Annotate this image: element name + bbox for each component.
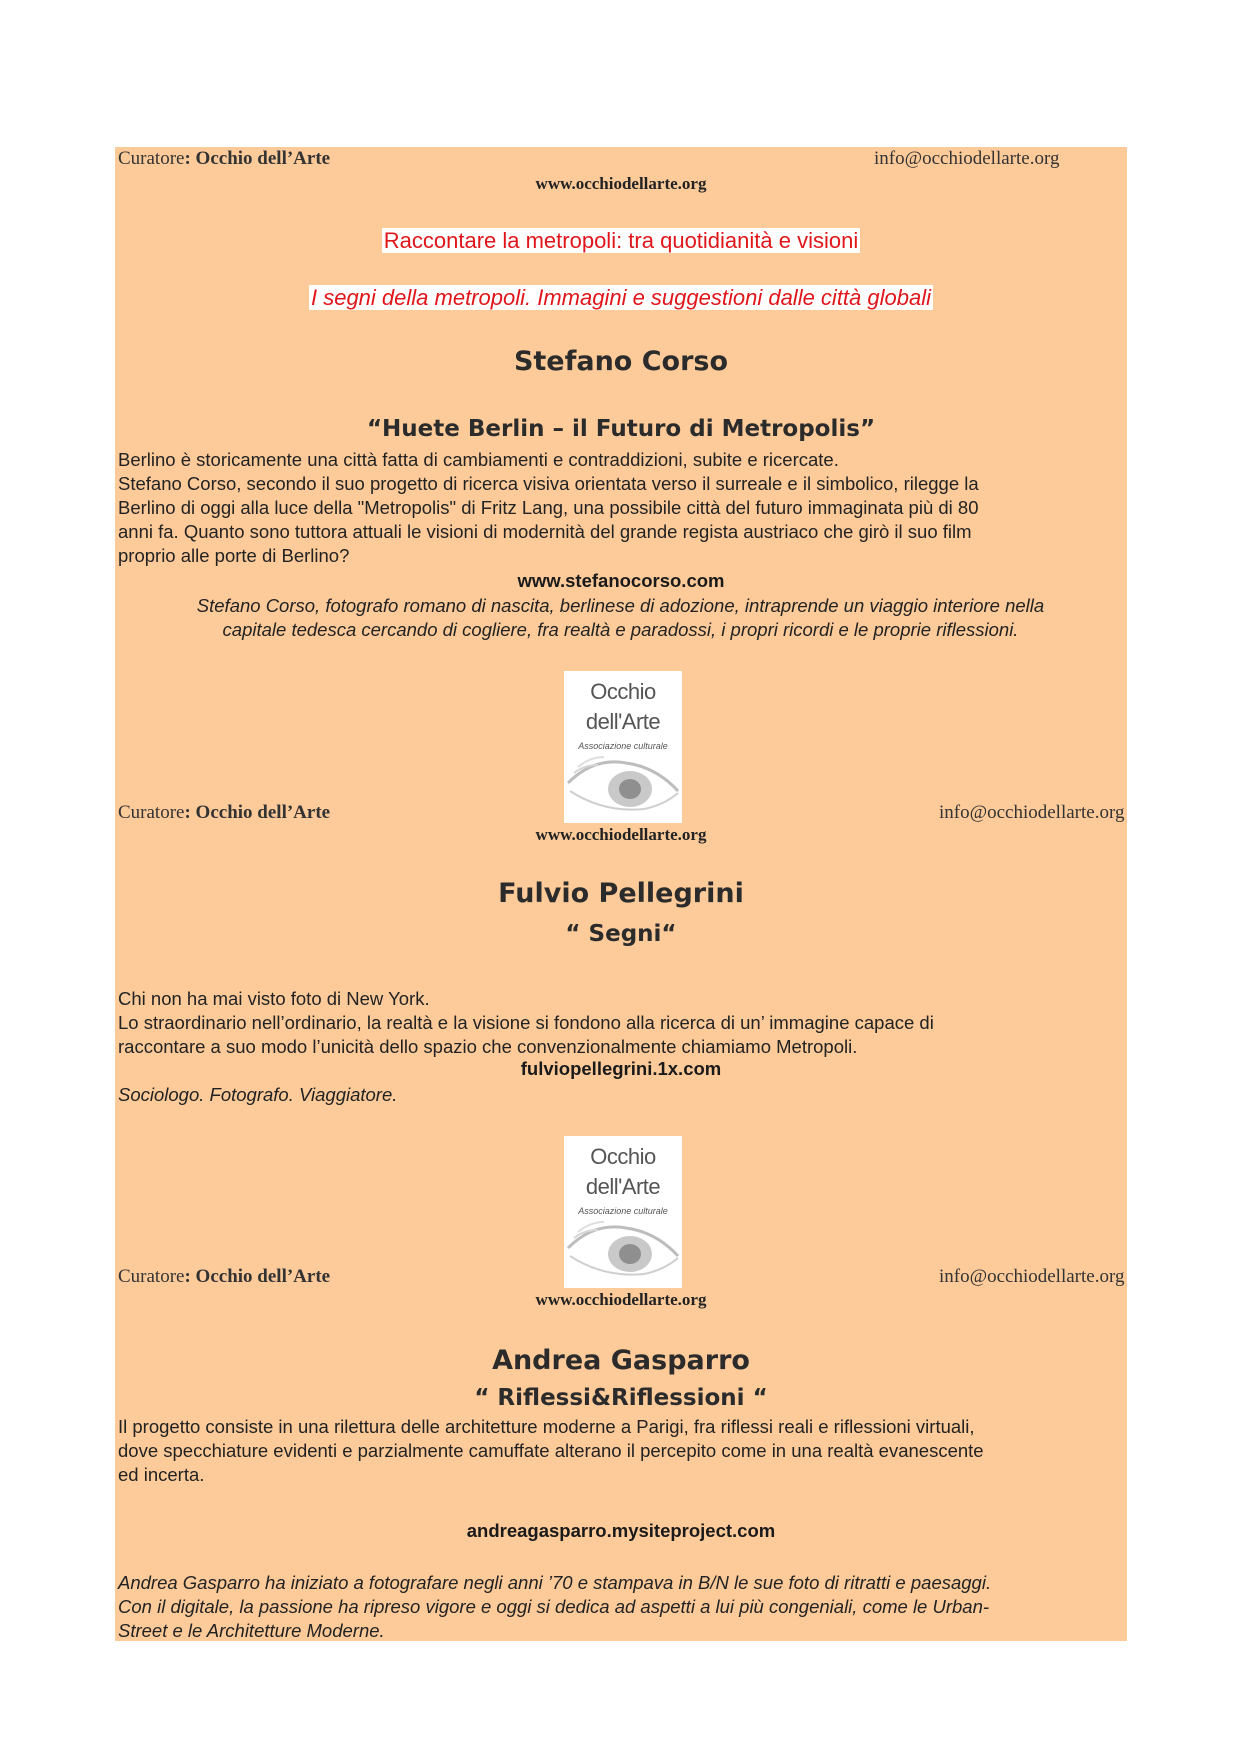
text-line: Con il digitale, la passione ha ripreso vigore e oggi si dedica ad aspetti a lui più congeniali, come le Urban- [118,1596,990,1617]
artist-name: Fulvio Pellegrini [498,878,744,909]
curator-email: info@occhiodellarte.org [939,802,1125,823]
text-line: Chi non ha mai visto foto di New York. [118,988,430,1009]
occhio-dell-arte-logo [564,1136,682,1288]
text-line: dove specchiature evidenti e parzialmente camuffate alterano il percepito come in una realtà evanescente [118,1440,984,1461]
artist-name: Stefano Corso [513,346,729,377]
main-title-text: Raccontare la metropoli: tra quotidianità e visioni [383,228,859,253]
logo-line: dell'Arte [585,1174,661,1199]
text-line: Street e le Architetture Moderne. [118,1620,385,1641]
work-title: “ Riflessi&Riflessioni “ [474,1385,768,1411]
artist-bio [118,1571,1123,1643]
artist-bio: Sociologo. Fotografo. Viaggiatore. [118,1084,398,1105]
artist-description [118,448,1123,568]
text-line: Stefano Corso, fotografo romano di nascita, berlinese di adozione, intraprende un viaggio interiore nella [196,595,1045,616]
text-line: proprio alle porte di Berlino? [118,545,350,566]
website-header: www.occhiodellarte.org [535,174,707,193]
artist-description [118,987,1123,1059]
curator-name: : Occhio dell’Arte [184,802,331,823]
website-header: www.occhiodellarte.org [535,825,707,844]
curator-label: Curatore [118,148,185,169]
artist-website-link[interactable]: andreagasparro.mysiteproject.com [466,1520,776,1541]
occhio-dell-arte-logo [564,671,682,823]
logo-line: dell'Arte [585,709,661,734]
text-line: Lo straordinario nell’ordinario, la realtà e la visione si fondono alla ricerca di un’ immagine capace di [118,1012,934,1033]
curator-line [118,1266,330,1288]
main-title [115,228,1127,254]
subtitle-text: I segni della metropoli. Immagini e suggestioni dalle città globali [310,285,931,310]
artist-bio [118,594,1123,642]
curator-line [118,802,330,824]
subtitle [115,285,1127,311]
work-title: “ Segni“ [565,921,677,947]
artist-description [118,1415,1123,1487]
curator-line [118,148,330,170]
website-header: www.occhiodellarte.org [535,1290,707,1309]
logo-line: Occhio [590,679,656,704]
curator-email: info@occhiodellarte.org [939,1266,1125,1287]
logo-line: Associazione culturale [578,741,668,751]
text-line: Berlino di oggi alla luce della "Metropolis" di Fritz Lang, una possibile città del futuro immaginata più di 80 [118,497,979,518]
eye-icon [564,1208,682,1288]
text-line: ed incerta. [118,1464,205,1485]
text-line: Stefano Corso, secondo il suo progetto di ricerca visiva orientata verso il surreale e il simbolico, rilegge la [118,473,979,494]
eye-icon [564,743,682,823]
artist-website-link[interactable]: www.stefanocorso.com [517,570,725,591]
text-line: anni fa. Quanto sono tuttora attuali le visioni di modernità del grande regista austriaco che girò il suo film [118,521,972,542]
curator-email: info@occhiodellarte.org [874,148,1060,169]
text-line: Andrea Gasparro ha iniziato a fotografare negli anni ’70 e stampava in B/N le sue foto di ritratti e paesaggi. [118,1572,992,1593]
logo-line: Occhio [590,1144,656,1169]
curator-label: Curatore [118,1266,185,1287]
text-line: Berlino è storicamente una città fatta di cambiamenti e contraddizioni, subite e ricercate. [118,449,839,470]
text-line: capitale tedesca cercando di cogliere, fra realtà e paradossi, i propri ricordi e le proprie riflessioni. [222,619,1019,640]
logo-line: Associazione culturale [578,1206,668,1216]
text-line: raccontare a suo modo l’unicità dello spazio che convenzionalmente chiamiamo Metropoli. [118,1036,858,1057]
curator-name: : Occhio dell’Arte [184,148,331,169]
artist-name: Andrea Gasparro [492,1345,750,1376]
artist-website-link[interactable]: fulviopellegrini.1x.com [520,1058,722,1079]
curator-name: : Occhio dell’Arte [184,1266,331,1287]
curator-label: Curatore [118,802,185,823]
work-title: “Huete Berlin – il Futuro di Metropolis” [366,416,876,442]
text-line: Il progetto consiste in una rilettura delle architetture moderne a Parigi, fra riflessi reali e riflessioni virtuali, [118,1416,975,1437]
